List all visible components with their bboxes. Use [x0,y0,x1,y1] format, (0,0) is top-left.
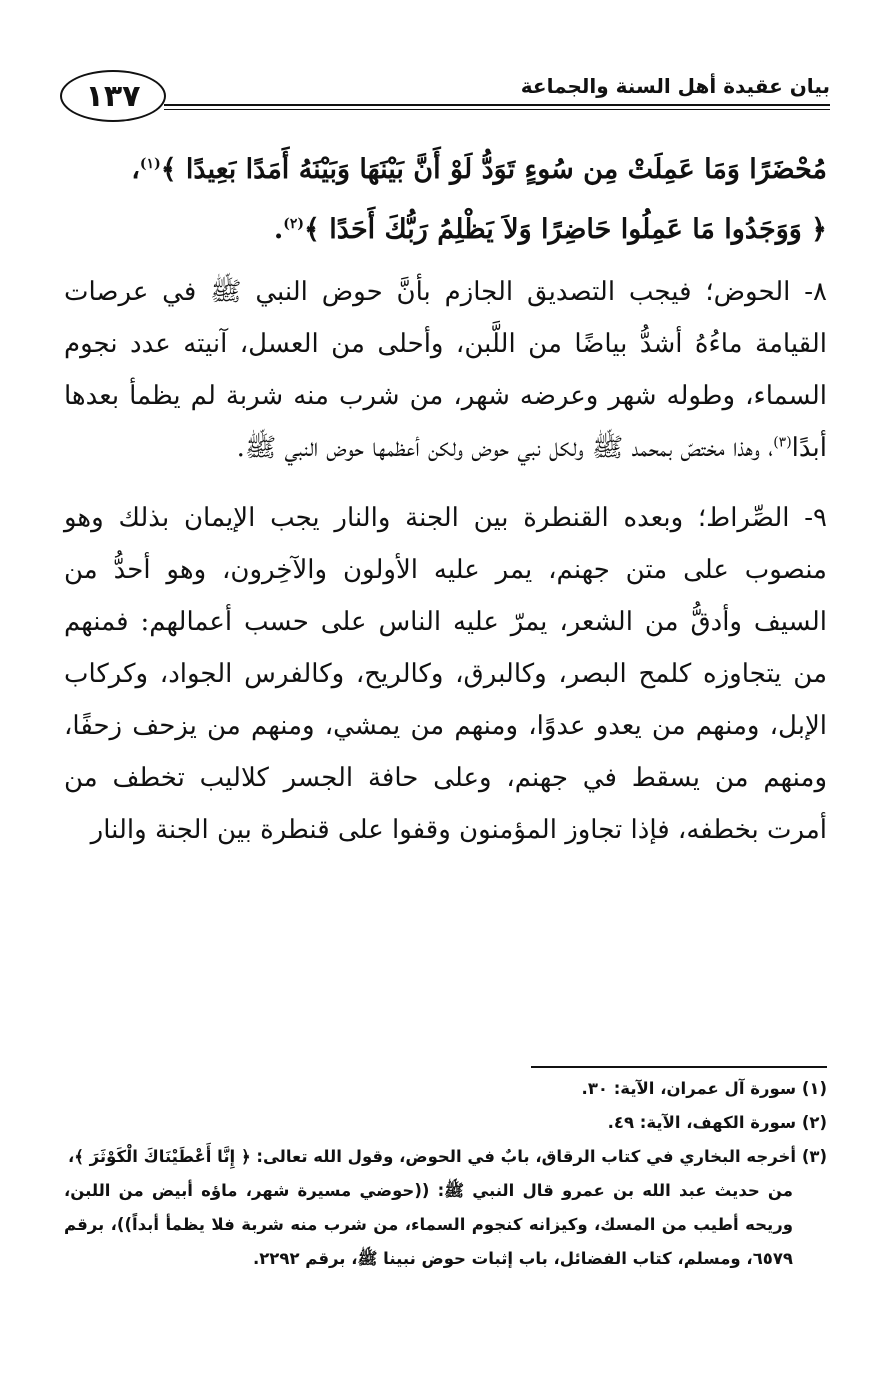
main-text [64,140,827,856]
quran-verses [64,140,827,260]
paragraph-sirat: ٩- الصِّراط؛ وبعده القنطرة بين الجنة والنار يجب الإيمان بذلك وهو منصوب على متن جهنم، يمر عليه الأولون والآخِرون، وهو أحدُّ من السيف وأدقُّ من الشعر، يمرّ عليه الناس على حسب أعمالهم: فمنهم من يتجاوزه كلمح البصر، وكالبرق، وكالريح، وكالفرس الجواد، وكركاب الإبل، ومنهم من يعدو عدوًا، ومنهم من يمشي، ومنهم من يزحف زحفًا، ومنهم من يسقط في جهنم، وعلى حافة الجسر كلاليب تخطف من أمرت بخطفه، فإذا تجاوز المؤمنون وقفوا على قنطرة بين الجنة والنار [64,503,827,845]
paragraph-hawd [64,266,827,474]
footnote-3-first-line: (٣) أخرجه البخاري في كتاب الرقاق، بابٌ في الحوض، وقول الله تعالى: ﴿ إِنَّا أَعْطَيْنَاكَ الْكَوْثَرَ ﴾، [67,1147,827,1166]
footnote-ref-1: (١) [139,156,161,172]
verse-punct-2: . [273,214,284,245]
footnote-3 [64,1140,827,1276]
page-number: ١٣٧ [60,70,166,122]
verse-text-2: ﴿ وَوَجَدُوا مَا عَمِلُوا حَاضِرًا وَلاَ يَظْلِمُ رَبُّكَ أَحَدًا ﴾ [304,214,827,245]
footnote-ref-3: (٣) [773,434,792,451]
footnote-separator [531,1066,827,1068]
paragraph-hawd-text-a: ٨- الحوض؛ فيجب التصديق الجازم بأنَّ حوض النبي ﷺ في عرصات القيامة ماءُهُ أشدُّ بياضًا من اللَّبن، وأحلى من العسل، آنيته عدد نجوم السماء، وطوله شهر وعرضه شهر، من شرب منه شربة لم يظمأ بعدها أبدًا [64,277,827,463]
footnote-2: (٢) سورة الكهف، الآية: ٤٩. [607,1113,827,1132]
footnote-1: (١) سورة آل عمران، الآية: ٣٠. [581,1079,827,1098]
verse-line-2 [64,200,827,260]
verse-line-1 [64,140,827,200]
running-title: بيان عقيدة أهل السنة والجماعة [520,74,830,98]
header-rule-thin [164,109,830,110]
footnote-ref-2: (٢) [283,216,305,232]
footnote-3-continuation: من حديث عبد الله بن عمرو قال النبي ﷺ: ((حوضي مسيرة شهر، ماؤه أبيض من اللبن، وريحه أطيب من المسك، وكيزانه كنجوم السماء، من شرب منه شربة فلا يظمأ أبداً))، برقم ٦٥٧٩، ومسلم، كتاب الفضائل، باب إثبات حوض نبينا ﷺ، برقم ٢٢٩٢. [64,1181,793,1268]
page-header [60,70,830,128]
paragraph-hawd-text-b: ، وهذا مختصّ بمحمد ﷺ ولكل نبي حوض ولكن أعظمها حوض النبي ﷺ. [236,433,774,463]
verse-text-1: مُحْضَرًا وَمَا عَمِلَتْ مِن سُوءٍ تَوَدُّ لَوْ أَنَّ بَيْنَهَا وَبَيْنَهُ أَمَدًا بَعِيدًا ﴾ [160,154,827,185]
footnotes [64,1072,827,1276]
verse-punct-1: ، [131,154,140,185]
header-rule [164,104,830,106]
